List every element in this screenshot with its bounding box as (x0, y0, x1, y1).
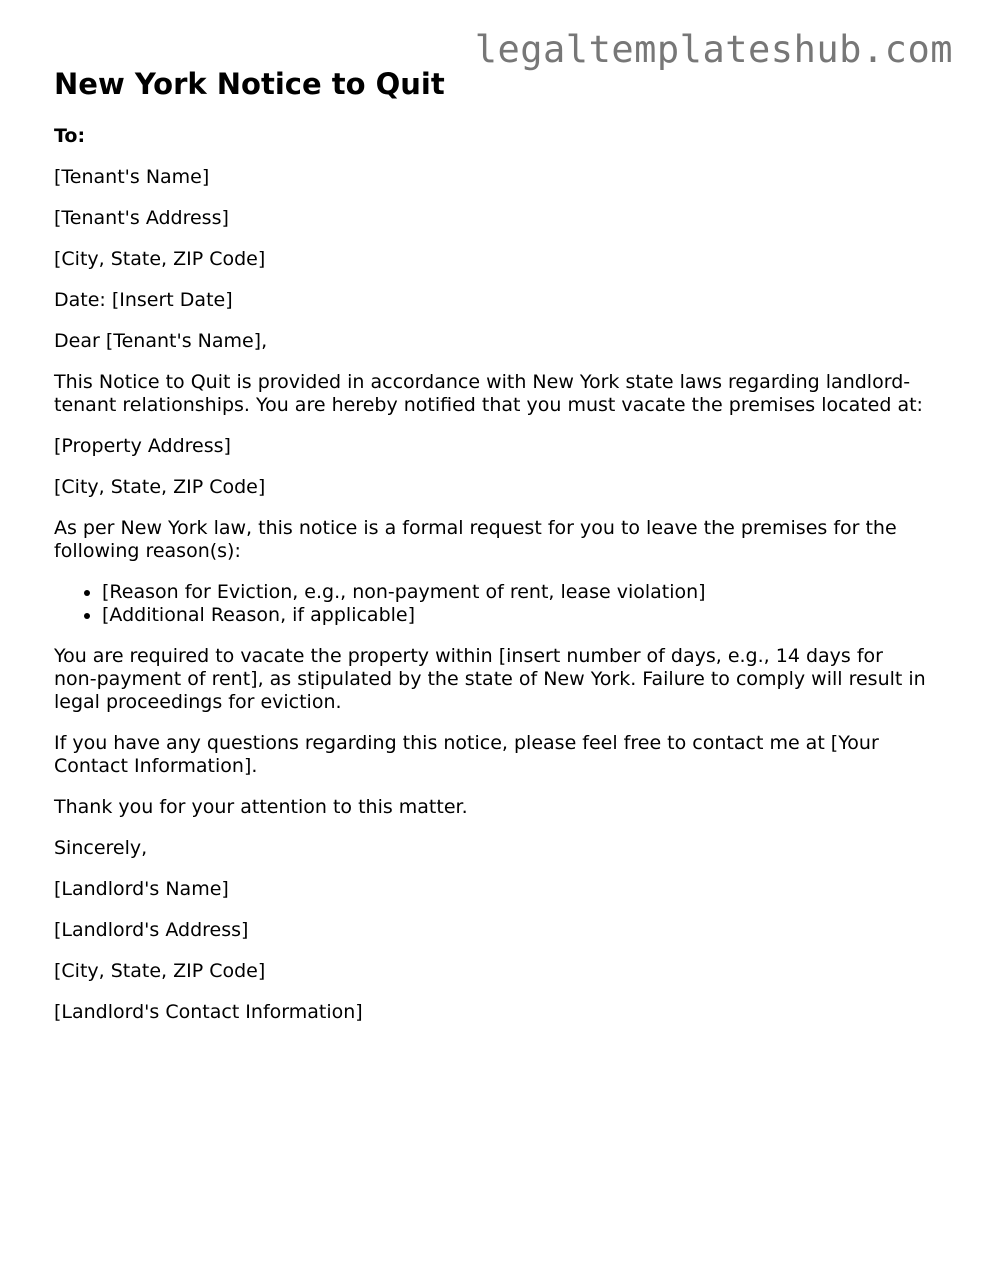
property-city-state-zip: [City, State, ZIP Code] (54, 476, 266, 498)
property-address: [Property Address] (54, 435, 231, 457)
tenant-city-state-zip: [City, State, ZIP Code] (54, 248, 266, 270)
notice-document (54, 66, 929, 1024)
list-item: • [Additional Reason, if applicable] (102, 604, 929, 627)
salutation: Dear [Tenant's Name], (54, 330, 268, 352)
closing: Sincerely, (54, 837, 148, 859)
list-item: • [Reason for Eviction, e.g., non-payment of rent, lease violation] (102, 581, 929, 604)
tenant-address: [Tenant's Address] (54, 207, 229, 229)
landlord-city-state-zip: [City, State, ZIP Code] (54, 960, 266, 982)
to-label: To: (54, 125, 86, 147)
intro-paragraph: This Notice to Quit is provided in accordance with New York state laws regarding landlord-tenant relationships. You are hereby notified that you must vacate the premises located at: (54, 371, 923, 416)
page-title: New York Notice to Quit (54, 67, 445, 101)
thanks-line: Thank you for your attention to this matter. (54, 796, 468, 818)
date-line: Date: [Insert Date] (54, 289, 233, 311)
watermark: legaltemplateshub.com (474, 28, 953, 71)
reasons-list (54, 581, 929, 627)
landlord-address: [Landlord's Address] (54, 919, 249, 941)
reason-intro: As per New York law, this notice is a formal request for you to leave the premises for the following reason(s): (54, 517, 897, 562)
questions-paragraph: If you have any questions regarding this notice, please feel free to contact me at [Your Contact Information]. (54, 732, 879, 777)
tenant-name: [Tenant's Name] (54, 166, 210, 188)
vacate-paragraph: You are required to vacate the property within [insert number of days, e.g., 14 days for non-payment of rent], as stipulated by the state of New York. Failure to comply will result in legal proceedings for eviction. (54, 645, 926, 713)
landlord-name: [Landlord's Name] (54, 878, 229, 900)
landlord-contact: [Landlord's Contact Information] (54, 1001, 363, 1023)
